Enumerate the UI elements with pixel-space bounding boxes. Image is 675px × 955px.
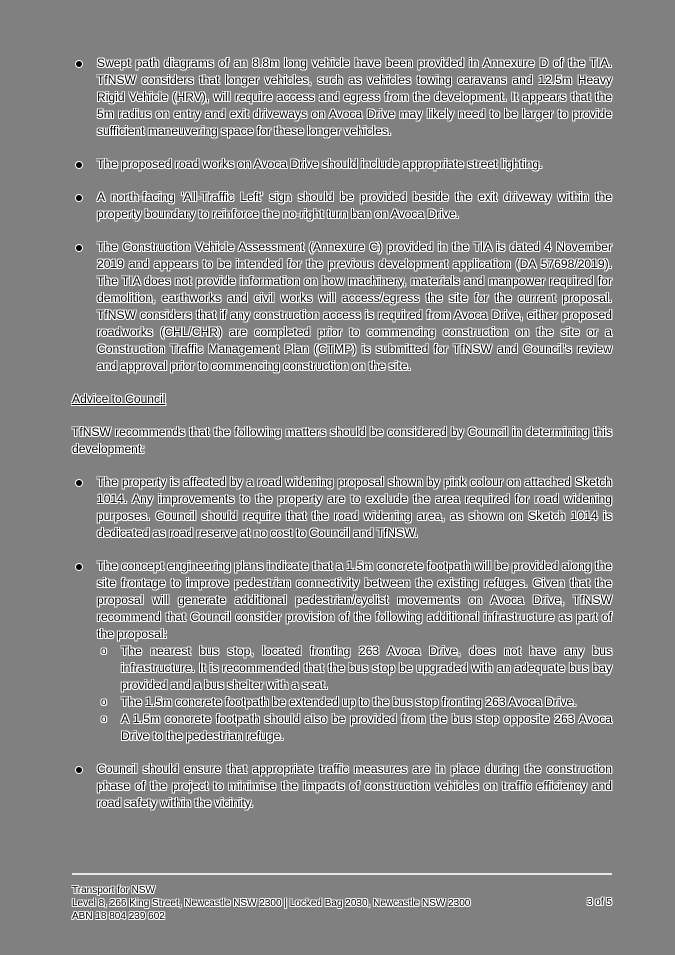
sub-list-item-text: The 1.5m concrete footpath be extended up to the bus stop fronting 263 Avoca Drive. [121,695,577,709]
bullet-icon [76,480,82,486]
sub-list-item [97,643,612,694]
list-item-text: A north-facing 'All-Traffic Left' sign should be provided beside the exit driveway within the property boundary to reinforce the no-right turn ban on Avoca Drive. [97,190,612,221]
list-item [72,558,612,745]
list-item [72,474,612,542]
sub-list-item-text: A 1.5m concrete footpath should also be provided from the bus stop opposite 263 Avoca Drive to the pedestrian refuge. [121,712,612,743]
circle-bullet-icon: o [101,646,107,657]
bullet-list-top [72,55,612,375]
list-item-text: The proposed road works on Avoca Drive should include appropriate street lighting. [97,157,543,171]
section-heading-advice: Advice to Council [72,392,166,406]
list-item [72,189,612,223]
footer-abn: ABN 18 804 239 602 [72,911,165,922]
advice-intro-paragraph: TfNSW recommends that the following matters should be considered by Council in determining this development: [72,425,612,456]
circle-bullet-icon: o [101,697,107,708]
sub-list-item [97,711,612,745]
footer-address: Level 8, 266 King Street, Newcastle NSW 2300 | Locked Bag 2030, Newcastle NSW 2300 [72,898,471,909]
list-item [72,156,612,173]
footer-divider [72,873,612,875]
list-item [72,55,612,140]
list-item-text: Swept path diagrams of an 8.8m long vehicle have been provided in Annexure D of the TIA. TfNSW considers that longer vehicles, such as vehicles towing caravans and 12.5m Heavy Rigid Vehicle (HRV), will require access and egress from the development. It appears that the 5m radius on entry and exit driveways on Avoca Drive may likely need to be larger to provide sufficient maneuvering space for these longer vehicles. [97,56,612,138]
bullet-icon [76,767,82,773]
bullet-icon [76,195,82,201]
list-item-text: The Construction Vehicle Assessment (Annexure C) provided in the TIA is dated 4 November 2019 and appears to be intended for the previous development application (DA 57698/2019). The TIA does not provide information on how machinery, materials and manpower required for demolition, earthworks and civil works will access/egress the site for the current proposal. TfNSW considers that if any construction access is required from Avoca Drive, either proposed roadworks (CHL/CHR) are completed prior to commencing construction on the site or a Construction Traffic Management Plan (CTMP) is submitted for TfNSW and Council's review and approval prior to commencing construction on the site. [97,240,612,373]
sub-list [97,643,612,745]
bullet-icon [76,61,82,67]
bullet-list-advice [72,474,612,812]
list-item [72,761,612,812]
page-footer [72,873,612,923]
list-item-text: The property is affected by a road widening proposal shown by pink colour on attached Sketch 1014. Any improvements to the property are to exclude the area required for road widening purposes. Council should require that the road widening area, as shown on Sketch 1014 is dedicated as road reserve at no cost to Council and TfNSW. [97,475,612,540]
bullet-icon [76,162,82,168]
document-page [72,55,612,828]
circle-bullet-icon: o [101,714,107,725]
page-number: 3 of 5 [586,897,612,908]
list-item-text: The concept engineering plans indicate that a 1.5m concrete footpath will be provided along the site frontage to improve pedestrian connectivity between the existing refuges. Given that the proposal will generate additional pedestrian/cyclist movements on Avoca Drive, TfNSW recommend that Council consider provision of the following additional infrastructure as part of the proposal: [97,559,612,641]
sub-list-item [97,694,612,711]
footer-org: Transport for NSW [72,885,155,896]
bullet-icon [76,564,82,570]
sub-list-item-text: The nearest bus stop, located fronting 263 Avoca Drive, does not have any bus infrastructure. It is recommended that the bus stop be upgraded with an adequate bus bay provided and a bus shelter with a seat. [121,644,612,692]
list-item-text: Council should ensure that appropriate traffic measures are in place during the construction phase of the project to minimise the impacts of construction vehicles on traffic efficiency and road safety within the vicinity. [97,762,612,810]
bullet-icon [76,245,82,251]
list-item [72,239,612,375]
